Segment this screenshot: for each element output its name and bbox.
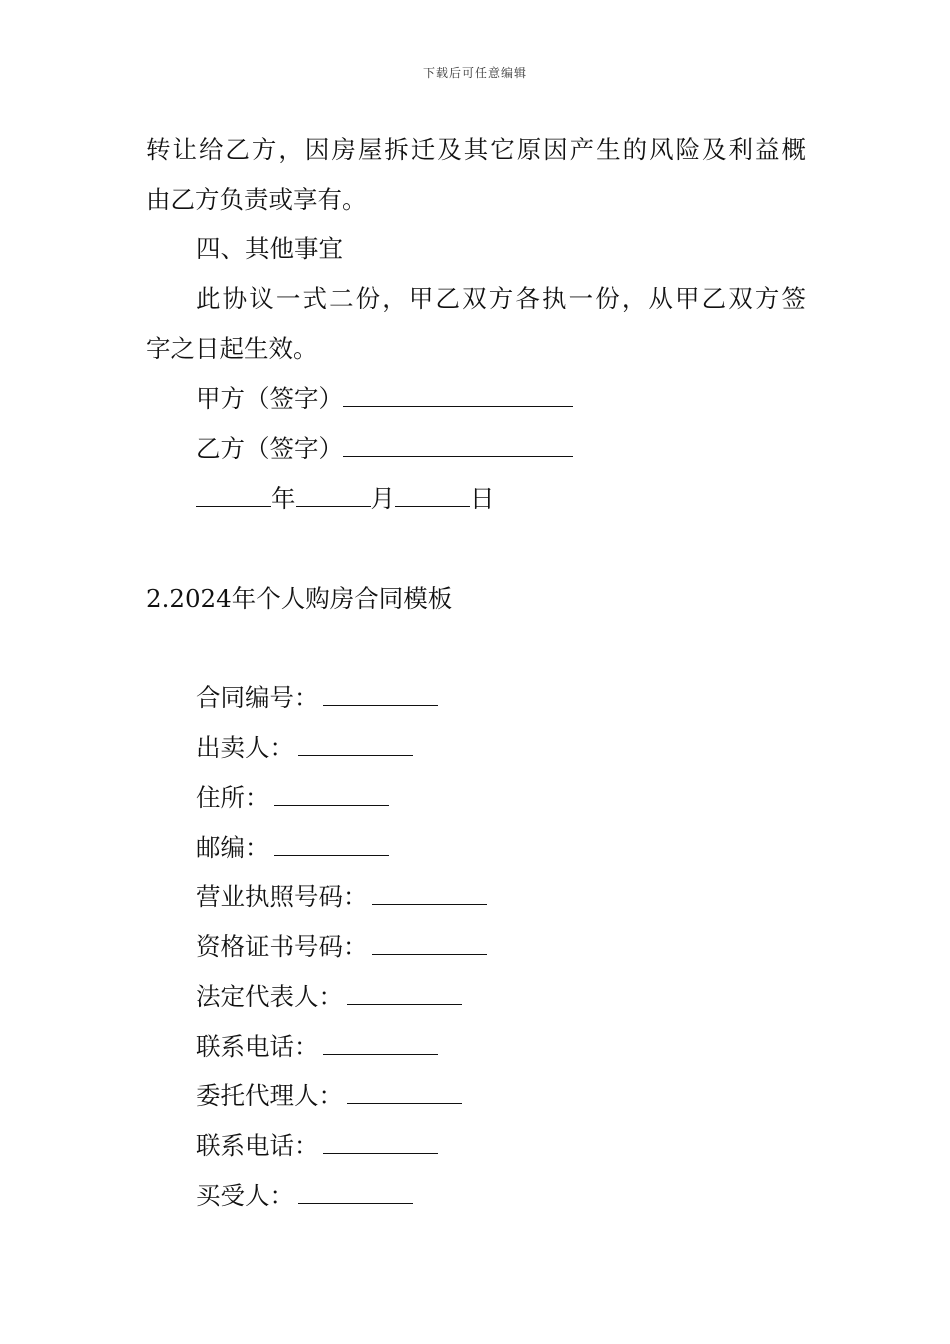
field-label: 委托代理人：: [196, 1081, 343, 1110]
party-b-signature-row: [196, 434, 573, 464]
field-blank: [274, 783, 389, 806]
date-row: [196, 484, 495, 514]
field-label: 法定代表人：: [196, 982, 343, 1011]
field-blank: [274, 833, 389, 856]
signature-blank: [343, 384, 573, 407]
form-field-row: [196, 683, 438, 713]
day-label: 日: [470, 484, 495, 513]
field-blank: [298, 733, 413, 756]
section-heading: 四、其他事宜: [196, 234, 343, 263]
form-field-row: [196, 1131, 438, 1161]
month-blank: [296, 484, 371, 507]
form-field-row: [196, 1081, 462, 1111]
paragraph-line: 转让给乙方，因房屋拆迁及其它原因产生的风险及利益概: [146, 135, 806, 164]
form-field-row: [196, 783, 389, 813]
paragraph-line: 此协议一式二份，甲乙双方各执一份，从甲乙双方签: [196, 284, 806, 313]
field-blank: [323, 683, 438, 706]
signature-blank: [343, 434, 573, 457]
year-blank: [196, 484, 271, 507]
party-a-signature-row: [196, 384, 573, 414]
year-label: 年: [271, 484, 296, 513]
form-field-row: [196, 1181, 413, 1211]
field-label: 邮编：: [196, 833, 270, 862]
field-label: 联系电话：: [196, 1131, 319, 1160]
field-blank: [372, 932, 487, 955]
field-blank: [347, 1081, 462, 1104]
field-blank: [323, 1131, 438, 1154]
field-blank: [372, 882, 487, 905]
section-title: 2.2024年个人购房合同模板: [146, 584, 453, 613]
field-label: 营业执照号码：: [196, 882, 368, 911]
form-field-row: [196, 932, 487, 962]
field-label: 买受人：: [196, 1181, 294, 1210]
form-field-row: [196, 982, 462, 1012]
field-label: 联系电话：: [196, 1032, 319, 1061]
party-b-signature-label: 乙方（签字）: [196, 434, 343, 463]
page-header: 下载后可任意编辑: [422, 66, 527, 80]
paragraph-line: 字之日起生效。: [146, 334, 318, 363]
field-blank: [323, 1032, 438, 1055]
form-field-row: [196, 833, 389, 863]
field-label: 资格证书号码：: [196, 932, 368, 961]
form-field-row: [196, 733, 413, 763]
field-label: 合同编号：: [196, 683, 319, 712]
form-field-row: [196, 1032, 438, 1062]
field-blank: [298, 1181, 413, 1204]
form-field-row: [196, 882, 487, 912]
field-label: 住所：: [196, 783, 270, 812]
month-label: 月: [370, 484, 395, 513]
day-blank: [395, 484, 470, 507]
field-label: 出卖人：: [196, 733, 294, 762]
party-a-signature-label: 甲方（签字）: [196, 384, 343, 413]
paragraph-line: 由乙方负责或享有。: [146, 185, 367, 214]
field-blank: [347, 982, 462, 1005]
